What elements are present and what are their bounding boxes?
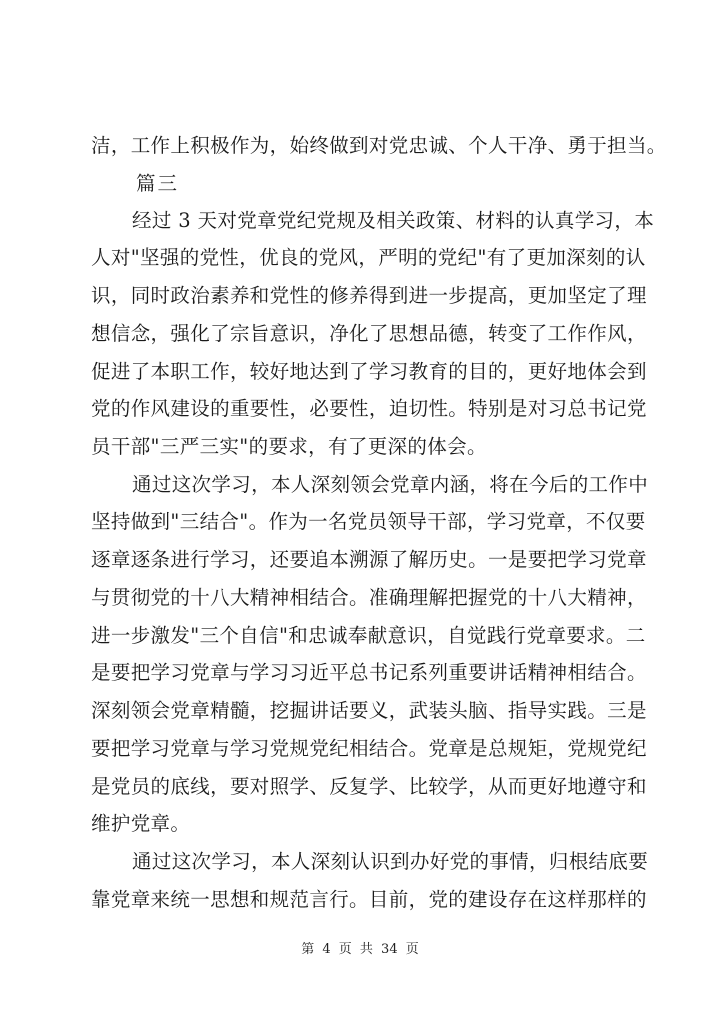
text-line: 员干部"三严三实"的要求，有了更深的体会。 <box>91 435 487 458</box>
text-line: 通过这次学习，本人深刻认识到办好党的事情，归根结底要 <box>132 850 649 873</box>
text-line: 靠党章来统一思想和规范言行。目前，党的建设存在这样那样的 <box>91 888 647 911</box>
text-line: 促进了本职工作，较好地达到了学习教育的目的，更好地体会到 <box>91 360 647 383</box>
text-line: 通过这次学习，本人深刻领会党章内涵，将在今后的工作中 <box>132 473 649 496</box>
text-line: 是要把学习党章与学习习近平总书记系列重要讲话精神相结合。 <box>91 661 647 684</box>
text-line: 是党员的底线，要对照学、反复学、比较学，从而更好地遵守和 <box>91 775 647 798</box>
text-line: 洁，工作上积极作为，始终做到对党忠诚、个人干净、勇于担当。 <box>91 134 667 157</box>
text-line: 深刻领会党章精髓，挖掘讲话要义，武装头脑、指导实践。三是 <box>91 699 647 722</box>
text-line: 逐章逐条进行学习，还要追本溯源了解历史。一是要把学习党章 <box>91 548 647 571</box>
text-line: 要把学习党章与学习党规党纪相结合。党章是总规矩，党规党纪 <box>91 737 647 760</box>
text-line: 坚持做到"三结合"。作为一名党员领导干部，学习党章，不仅要 <box>91 510 646 533</box>
text-line: 与贯彻党的十八大精神相结合。准确理解把握党的十八大精神， <box>91 586 647 609</box>
section-heading: 篇三 <box>136 172 180 195</box>
text-line: 想信念，强化了宗旨意识，净化了思想品德，转变了工作作风， <box>91 322 647 345</box>
page-number-footer: 第 4 页 共 34 页 <box>301 942 419 957</box>
text-line: 维护党章。 <box>91 812 191 835</box>
text-line: 经过 3 天对党章党纪党规及相关政策、材料的认真学习，本 <box>132 209 655 232</box>
text-line: 党的作风建设的重要性，必要性，迫切性。特别是对习总书记党 <box>91 397 647 420</box>
text-line: 人对"坚强的党性，优良的党风，严明的党纪"有了更加深刻的认 <box>91 246 646 269</box>
text-line: 进一步激发"三个自信"和忠诚奉献意识，自觉践行党章要求。二 <box>91 624 646 647</box>
text-line: 识，同时政治素养和党性的修养得到进一步提高，更加坚定了理 <box>91 284 647 307</box>
